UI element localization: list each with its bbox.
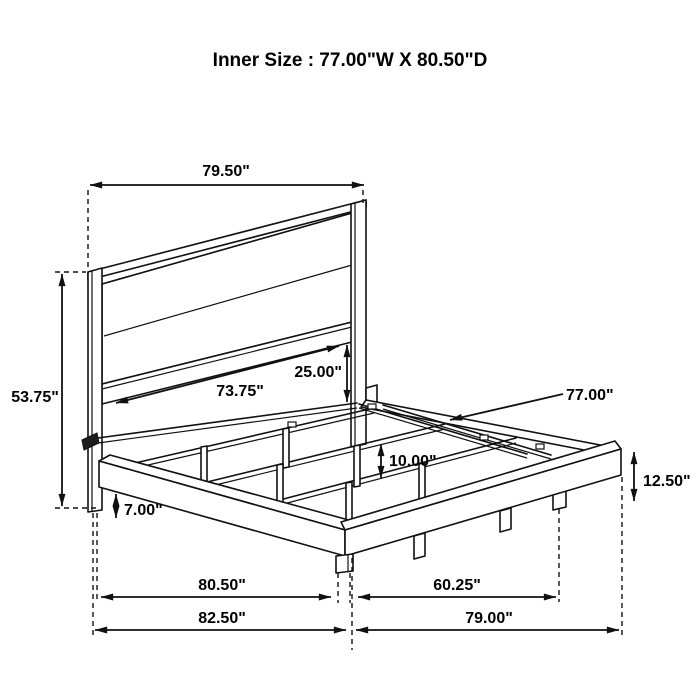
dim-label-outer-width: 79.00" bbox=[465, 610, 513, 627]
dim-label-headboard-inner-width: 73.75" bbox=[216, 383, 264, 400]
dim-outer-depth bbox=[95, 610, 346, 630]
dim-footboard-span bbox=[358, 577, 556, 597]
dim-headboard-width bbox=[90, 163, 364, 185]
diagram-title: Inner Size : 77.00"W X 80.50"D bbox=[212, 50, 488, 71]
dim-headboard-height bbox=[11, 274, 62, 506]
dim-label-outer-depth: 82.50" bbox=[198, 610, 246, 627]
rail-clip bbox=[536, 444, 544, 449]
footboard-leg-2 bbox=[500, 508, 511, 532]
dim-label-inner-depth: 80.50" bbox=[198, 577, 246, 594]
rail-clip bbox=[480, 435, 488, 440]
footboard-rail-front bbox=[345, 449, 621, 556]
dim-side-rail-height bbox=[634, 452, 691, 501]
dim-label-headboard-width: 79.50" bbox=[202, 163, 250, 180]
dim-label-headboard-height: 53.75" bbox=[11, 389, 59, 406]
dim-inner-width bbox=[450, 387, 614, 420]
rail-clip bbox=[368, 404, 376, 409]
dim-label-headboard-panel-height: 25.00" bbox=[294, 364, 342, 381]
dim-label-footboard-span: 60.25" bbox=[433, 577, 481, 594]
dim-label-floor-clearance: 7.00" bbox=[124, 502, 163, 519]
dim-inner-depth bbox=[101, 577, 331, 597]
dim-label-inner-width: 77.00" bbox=[566, 387, 614, 404]
dim-outer-width bbox=[356, 610, 619, 630]
footboard-leg-1 bbox=[414, 533, 425, 559]
dim-label-slat-support-height: 10.00" bbox=[389, 453, 437, 470]
dim-label-side-rail-height: 12.50" bbox=[643, 473, 691, 490]
dim-slat-support-height bbox=[381, 444, 437, 478]
near-corner-leg bbox=[336, 554, 353, 573]
rail-clip bbox=[288, 422, 296, 427]
